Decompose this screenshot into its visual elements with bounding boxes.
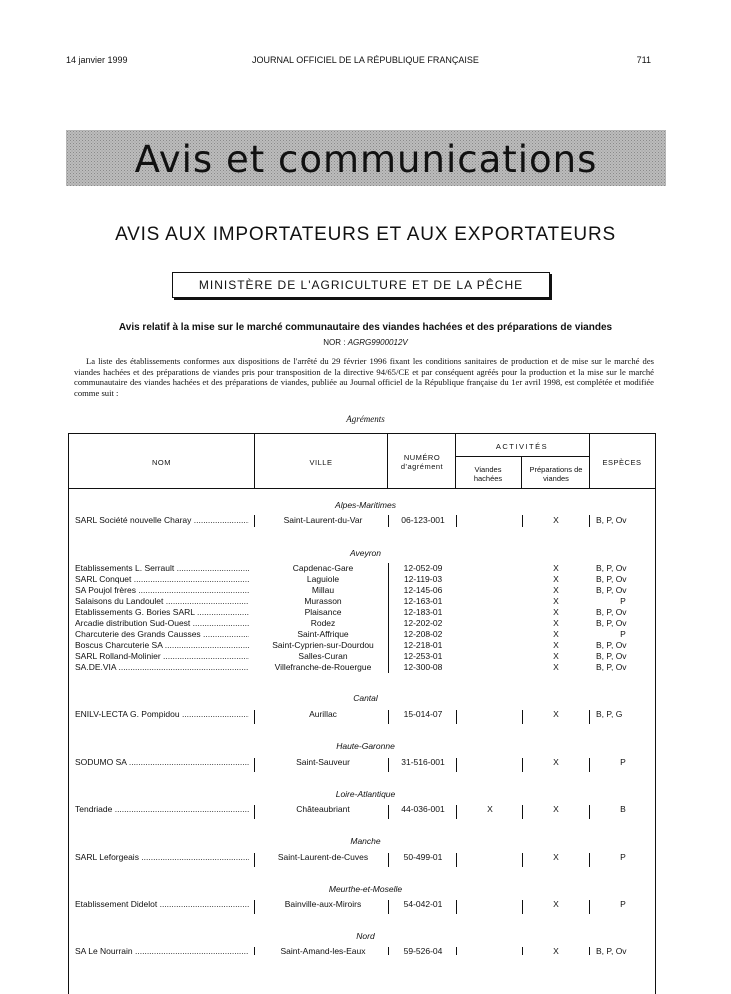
cell-nom: ENILV-LECTA G. Pompidou ..... (75, 709, 249, 719)
table-row (0, 607, 731, 618)
table-row (0, 804, 731, 815)
table-row (0, 585, 731, 596)
cell-numero: 59-526-04 (403, 946, 443, 956)
cell-numero: 12-218-01 (403, 640, 443, 650)
notice-title: AVIS AUX IMPORTATEURS ET AUX EXPORTATEURS (115, 224, 616, 245)
cell-especes: P (620, 757, 626, 767)
cell-preparations: X (553, 804, 559, 814)
cell-especes: B (620, 804, 626, 814)
cell-ville: Saint-Cyprien-sur-Dourdou (272, 640, 374, 650)
cell-ville: Saint-Laurent-du-Var (283, 515, 363, 525)
cell-ville: Châteaubriant (296, 804, 350, 814)
table-row (0, 662, 731, 673)
cell-especes: P (620, 629, 626, 639)
cell-especes: B, P, Ov (596, 515, 627, 525)
table-row (0, 640, 731, 651)
cell-especes: B, P, Ov (596, 585, 627, 595)
cell-nom: SA Poujol frères ..... (75, 585, 249, 595)
cell-nom: SARL Conquet ..... (75, 574, 249, 584)
cell-ville: Capdenac-Gare (292, 563, 354, 573)
cell-nom: SARL Rolland-Molinier ..... (75, 651, 249, 661)
cell-preparations: X (553, 852, 559, 862)
cell-especes: B, P, Ov (596, 651, 627, 661)
cell-preparations: X (553, 899, 559, 909)
cell-preparations: X (553, 515, 559, 525)
cell-preparations: X (553, 709, 559, 719)
cell-nom: SARL Société nouvelle Charay ..... (75, 515, 249, 525)
col-header-numero: NUMÉRO d'agrément (400, 453, 444, 471)
cell-ville: Salles-Curan (298, 651, 348, 661)
cell-ville: Laguiole (306, 574, 340, 584)
cell-nom: Etablissements L. Serrault ..... (75, 563, 249, 573)
table-row (0, 515, 731, 526)
region-heading: Loire-Atlantique (335, 789, 396, 799)
cell-especes: P (620, 596, 626, 606)
col-header-especes: ESPÈCES (602, 458, 642, 467)
cell-nom: Etablissement Didelot ..... (75, 899, 249, 909)
col-header-viandes-hachees: Viandes hachées (473, 465, 503, 483)
cell-viandes: X (487, 804, 493, 814)
cell-preparations: X (553, 574, 559, 584)
banner-title: Avis et communications (134, 138, 598, 181)
cell-preparations: X (553, 946, 559, 956)
cell-preparations: X (553, 585, 559, 595)
cell-nom: Charcuterie des Grands Causses ..... (75, 629, 249, 639)
section-banner (66, 130, 666, 186)
cell-especes: B, P, Ov (596, 946, 627, 956)
cell-ville: Aurillac (309, 709, 337, 719)
col-header-nom: NOM (152, 458, 171, 467)
cell-numero: 12-208-02 (403, 629, 443, 639)
col-header-activites: ACTIVITÉS (495, 442, 549, 451)
cell-numero: 31-516-001 (401, 757, 445, 767)
nor-value: AGRG9900012V (347, 338, 408, 347)
nor-reference (0, 338, 731, 347)
cell-especes: B, P, Ov (596, 607, 627, 617)
table-row (0, 757, 731, 768)
region-heading: Haute-Garonne (336, 741, 395, 751)
region-heading: Aveyron (349, 548, 382, 558)
cell-nom: SA.DE.VIA ..... (75, 662, 249, 672)
table-row (0, 709, 731, 720)
cell-nom: SODUMO SA ..... (75, 757, 249, 767)
col-header-preparations: Préparations de viandes (529, 465, 583, 483)
cell-numero: 12-253-01 (403, 651, 443, 661)
cell-especes: B, P, Ov (596, 640, 627, 650)
cell-especes: B, P, Ov (596, 574, 627, 584)
cell-preparations: X (553, 640, 559, 650)
header-date: 14 janvier 1999 (66, 55, 128, 65)
table-row (0, 946, 731, 957)
cell-preparations: X (553, 629, 559, 639)
cell-nom: SA Le Nourrain ..... (75, 946, 249, 956)
cell-ville: Millau (311, 585, 335, 595)
cell-numero: 12-052-09 (403, 563, 443, 573)
cell-ville: Saint-Sauveur (296, 757, 350, 767)
cell-numero: 54-042-01 (403, 899, 443, 909)
region-heading: Meurthe-et-Moselle (328, 884, 403, 894)
cell-especes: B, P, G (596, 709, 623, 719)
intro-paragraph: La liste des établissements conformes aux dispositions de l'arrêté du 29 février 1996 fixant les conditions sanitaires de production et de mise sur le marché des viandes hachées et des préparations de viandes pris pour transposition de la directive 94/65/CE et par conséquent agréés pour la production et la mise sur le marché communautaire des viandes hachées et des préparations de viandes, publiée au Journal officiel de la République française du 1er avril 1998, est complétée et modifiée comme suit : (74, 356, 654, 399)
cell-nom: Tendriade ..... (75, 804, 249, 814)
cell-preparations: X (553, 618, 559, 628)
cell-numero: 44-036-001 (401, 804, 445, 814)
cell-nom: SARL Leforgeais ..... (75, 852, 249, 862)
cell-ville: Saint-Amand-les-Eaux (280, 946, 366, 956)
cell-numero: 12-300-08 (403, 662, 443, 672)
region-heading: Alpes-Maritimes (335, 500, 396, 510)
cell-preparations: X (553, 651, 559, 661)
cell-numero: 12-163-01 (403, 596, 443, 606)
cell-nom: Etablissements G. Bories SARL ..... (75, 607, 249, 617)
cell-especes: P (620, 899, 626, 909)
cell-numero: 15-014-07 (403, 709, 443, 719)
cell-ville: Saint-Affrique (297, 629, 349, 639)
table-row (0, 618, 731, 629)
cell-especes: B, P, Ov (596, 662, 627, 672)
nor-label: NOR : (323, 338, 346, 347)
cell-ville: Plaisance (304, 607, 342, 617)
header-journal-title: JOURNAL OFFICIEL DE LA RÉPUBLIQUE FRANÇAISE (252, 55, 479, 65)
cell-especes: P (620, 852, 626, 862)
cell-numero: 12-183-01 (403, 607, 443, 617)
cell-preparations: X (553, 757, 559, 767)
cell-numero: 06-123-001 (401, 515, 445, 525)
cell-preparations: X (553, 563, 559, 573)
table-row (0, 574, 731, 585)
table-row (0, 852, 731, 863)
cell-ville: Murasson (304, 596, 342, 606)
cell-nom: Arcadie distribution Sud-Ouest ..... (75, 618, 249, 628)
cell-preparations: X (553, 607, 559, 617)
cell-preparations: X (553, 662, 559, 672)
cell-nom: Salaisons du Landoulet ..... (75, 596, 249, 606)
cell-numero: 50-499-01 (403, 852, 443, 862)
cell-especes: B, P, Ov (596, 618, 627, 628)
cell-especes: B, P, Ov (596, 563, 627, 573)
header-page-number: 711 (636, 55, 651, 65)
table-row (0, 651, 731, 662)
cell-preparations: X (553, 596, 559, 606)
table-row (0, 899, 731, 910)
table-row (0, 596, 731, 607)
ministry-box: MINISTÈRE DE L'AGRICULTURE ET DE LA PÊCHE (172, 272, 550, 298)
cell-numero: 12-119-03 (403, 574, 443, 584)
region-heading: Manche (350, 836, 381, 846)
table-row (0, 629, 731, 640)
cell-numero: 12-145-06 (403, 585, 443, 595)
cell-ville: Villefranche-de-Rouergue (274, 662, 372, 672)
region-heading: Nord (356, 931, 375, 941)
col-header-ville: VILLE (309, 458, 333, 467)
cell-nom: Boscus Charcuterie SA ..... (75, 640, 249, 650)
cell-ville: Rodez (310, 618, 336, 628)
region-heading: Cantal (353, 693, 378, 703)
cell-ville: Bainville-aux-Miroirs (284, 899, 362, 909)
agrements-heading: Agréments (346, 414, 385, 424)
cell-numero: 12-202-02 (403, 618, 443, 628)
cell-ville: Saint-Laurent-de-Cuves (277, 852, 369, 862)
notice-subtitle: Avis relatif à la mise sur le marché communautaire des viandes hachées et des préparations de viandes (118, 322, 613, 333)
table-row (0, 563, 731, 574)
